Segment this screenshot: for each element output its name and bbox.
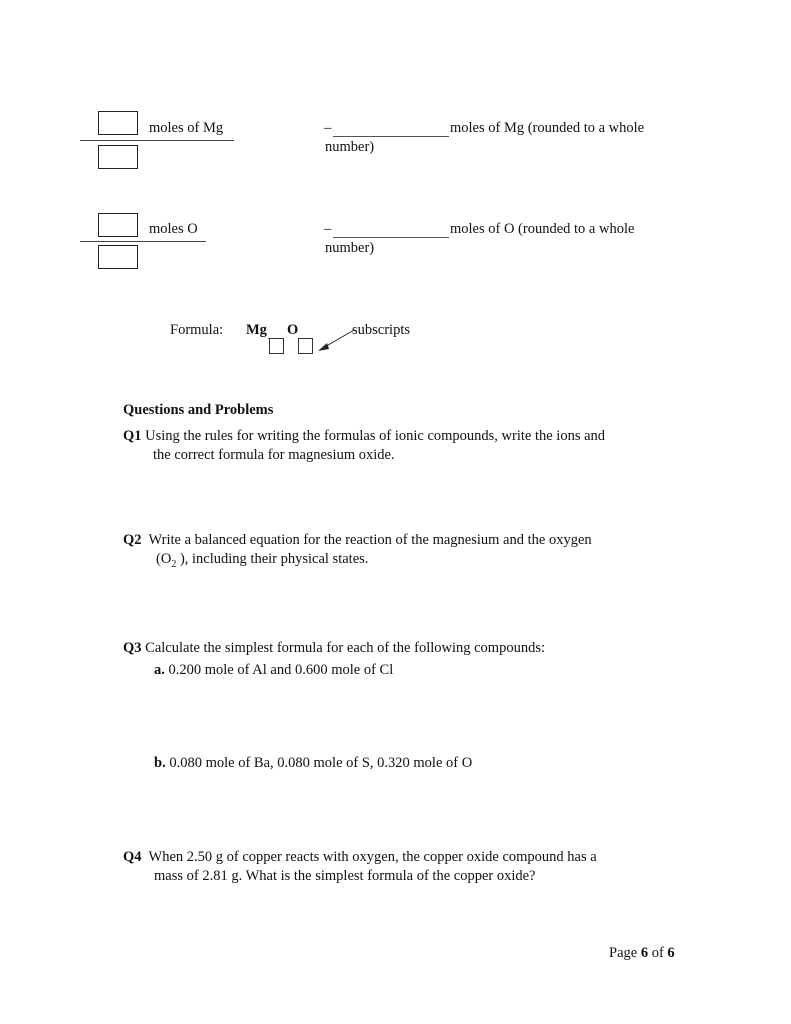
mg-result-text-cont: number) (325, 139, 375, 155)
mg-denominator-box[interactable] (98, 145, 138, 169)
o-numerator-box[interactable] (98, 213, 138, 237)
q2-line2-rest: ), including their physical states. (176, 551, 369, 567)
q3-part-b (154, 754, 472, 773)
q3-part-a (154, 661, 393, 680)
mg-fraction-label: moles of Mg (149, 120, 224, 136)
page-footer (609, 945, 675, 962)
q4-text: When 2.50 g of copper reacts with oxygen, the copper oxide compound has a (148, 849, 597, 865)
q1-number: Q1 (123, 428, 142, 444)
mg-result-text: moles of Mg (rounded to a whole (450, 120, 645, 136)
o-subscript-box[interactable] (298, 338, 313, 354)
o-fraction-bar (80, 241, 206, 242)
q2-number: Q2 (123, 532, 142, 548)
q3-b-text: 0.080 mole of Ba, 0.080 mole of S, 0.320 mole of O (169, 755, 473, 771)
q3-b-label: b. (154, 755, 166, 771)
o-result-text-cont: number) (325, 240, 375, 256)
q2-o2-sub: 2 (171, 558, 177, 570)
q4-line1 (123, 848, 597, 867)
formula-o: O (287, 322, 299, 338)
q3-a-text: 0.200 mole of Al and 0.600 mole of Cl (168, 662, 394, 678)
q1-line1 (123, 427, 605, 446)
q3-number: Q3 (123, 640, 142, 656)
q2-line1 (123, 531, 592, 550)
footer-page-num: 6 (640, 945, 649, 961)
mg-dash: – (324, 120, 332, 136)
subscripts-arrow-icon (315, 328, 357, 354)
formula-mg: Mg (246, 322, 267, 338)
footer-of-word: of (651, 945, 664, 961)
mg-fraction-bar (80, 140, 234, 141)
q1-text: Using the rules for writing the formulas of ionic compounds, write the ions and (145, 428, 606, 444)
formula-label: Formula: (170, 322, 224, 338)
mg-answer-blank[interactable] (333, 136, 449, 137)
o-denominator-box[interactable] (98, 245, 138, 269)
o-answer-blank[interactable] (333, 237, 449, 238)
q3-a-label: a. (154, 662, 165, 678)
o-dash: – (324, 221, 332, 237)
o-result-text: moles of O (rounded to a whole (450, 221, 635, 237)
q2-o2-pre: (O (156, 551, 172, 567)
q1-line2: the correct formula for magnesium oxide. (153, 447, 395, 463)
mg-numerator-box[interactable] (98, 111, 138, 135)
q2-text: Write a balanced equation for the reaction of the magnesium and the oxygen (148, 532, 592, 548)
q4-number: Q4 (123, 849, 142, 865)
q3-line1 (123, 639, 545, 658)
subscripts-annotation: subscripts (352, 322, 410, 338)
footer-page-word: Page (609, 945, 638, 961)
q3-text: Calculate the simplest formula for each of the following compounds: (145, 640, 546, 656)
q4-line2: mass of 2.81 g. What is the simplest formula of the copper oxide? (154, 868, 536, 884)
mg-subscript-box[interactable] (269, 338, 284, 354)
footer-page-total: 6 (667, 945, 675, 961)
section-title: Questions and Problems (123, 402, 274, 418)
o-fraction-label: moles O (149, 221, 198, 237)
q2-line2 (156, 550, 368, 574)
